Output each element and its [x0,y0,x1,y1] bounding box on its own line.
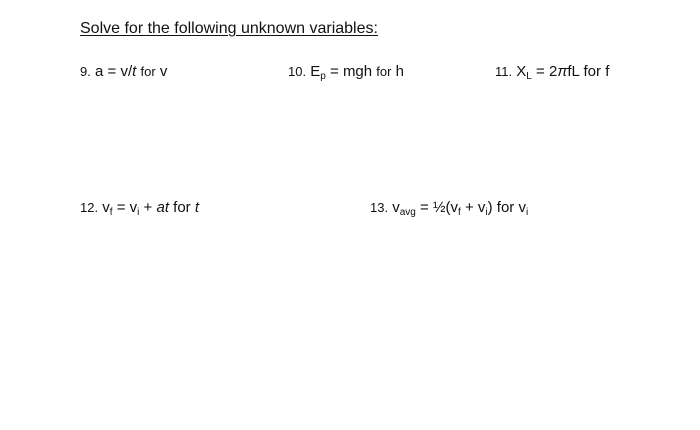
equation-var-t: t [132,63,137,80]
for-word: for [140,64,156,79]
equation-rhs-tail: fL [567,63,580,80]
for-word: for [583,63,602,80]
coefficient-two: 2 [548,63,558,80]
one-half-fraction: ½ [432,199,446,216]
vi-subscript: i [485,207,488,218]
for-word: for [376,64,392,79]
equation-lhs: X [516,63,527,80]
pi-symbol: π [557,63,568,80]
problem-number: 9. [80,64,91,79]
target-variable: t [194,199,200,216]
lhs-subscript: p [320,71,326,82]
target-subscript: i [525,207,529,218]
problem-number: 10. [288,64,307,79]
equation-var-vi: v [129,199,138,216]
equation-rhs: mgh [342,63,373,80]
plus-sign: + [143,199,153,216]
open-paren: ( [445,199,451,216]
lhs-subscript: f [109,207,113,218]
vf-subscript: f [458,207,461,218]
problem-number: 12. [80,200,99,215]
equation-lhs: a [95,63,104,80]
target-variable: h [395,63,404,80]
equals-sign: = [536,63,545,80]
equals-sign: = [420,199,429,216]
equation-lhs: v [102,199,110,216]
problem-11 [495,63,609,81]
target-variable: f [605,63,610,80]
equals-sign: = [107,63,117,80]
vi-subscript: i [137,207,140,218]
problem-9 [80,63,167,81]
for-word: for [173,199,191,216]
plus-sign: + [464,199,474,216]
target-variable: v [159,63,168,80]
equation-var-v: v [120,63,128,80]
equation-var-vf: v [450,199,458,216]
target-variable: v [518,199,526,216]
problem-10 [288,63,404,81]
equation-lhs: v [392,199,400,216]
equation-lhs: E [310,63,321,80]
equals-sign: = [116,199,126,216]
lhs-subscript: L [526,71,532,82]
equation-var-vi: v [477,199,486,216]
division-slash: / [127,63,133,80]
equation-term-at: at [156,199,169,216]
problem-13 [370,199,528,217]
equals-sign: = [330,63,339,80]
close-paren: ) [487,199,493,216]
page-title: Solve for the following unknown variables: [80,20,378,37]
problem-number: 13. [370,200,389,215]
lhs-subscript: avg [399,207,416,218]
for-word: for [496,199,515,216]
problem-12 [80,199,199,217]
problem-number: 11. [495,64,513,79]
